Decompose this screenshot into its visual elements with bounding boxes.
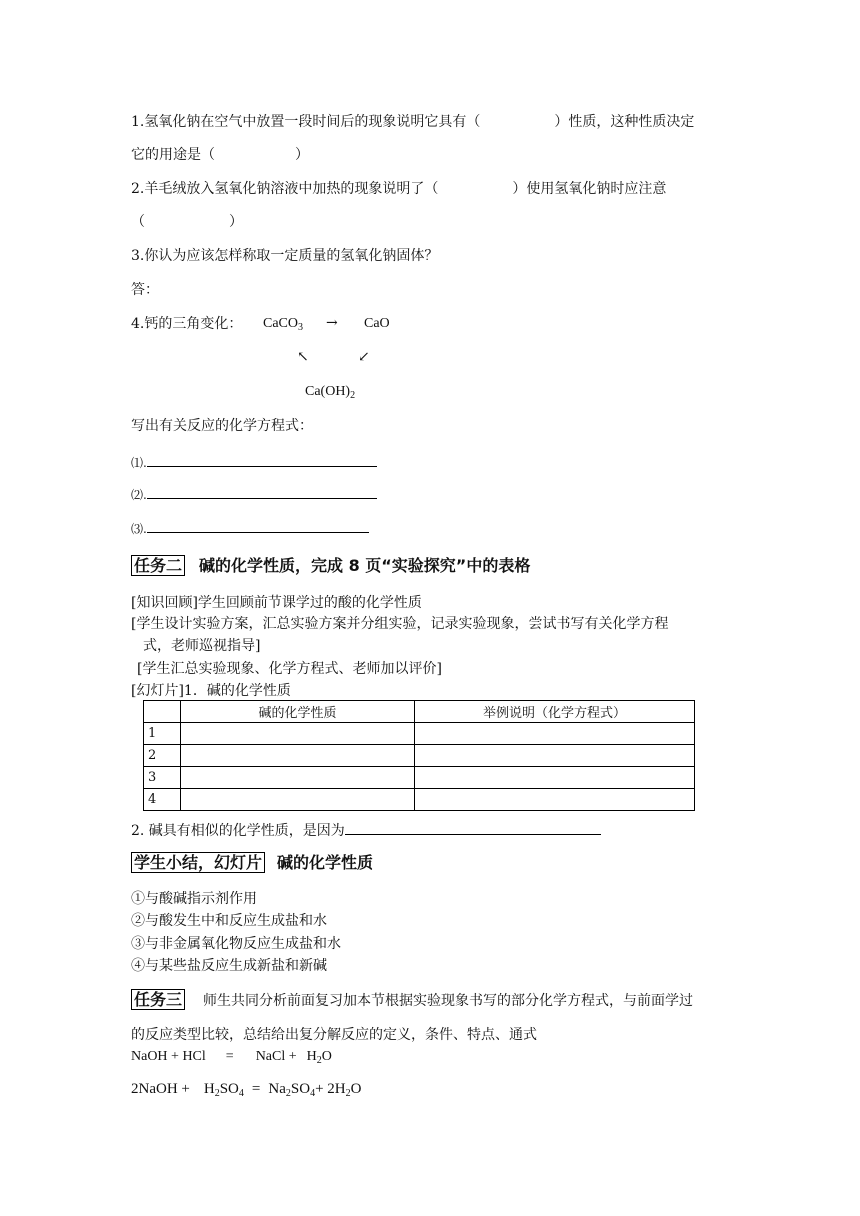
equation-naoh-h2so4: 2NaOH + $H_2SO_4 = Na_2SO_4+ 2H_2O$ xyxy=(131,1081,362,1099)
question-1-use-b: ） xyxy=(295,147,309,163)
equation-blank-3: ⑶. xyxy=(131,518,369,539)
question-2-line-1 xyxy=(131,179,666,199)
similar-properties-question: 2. 碱具有相似的化学性质，是因为 xyxy=(131,820,601,841)
equation-blank-1: ⑴. xyxy=(131,452,377,473)
task-2-summary-note: [学生汇总实验现象、化学方程式、老师加以评价] xyxy=(137,661,442,677)
question-1-text-b: ）性质，这种性质决定 xyxy=(554,114,695,130)
question-4-label: 4.钙的三角变化： xyxy=(131,316,243,332)
task-2-title: 碱的化学性质，完成 8 页“实验探究”中的表格 xyxy=(199,556,531,575)
question-3-text: 3.你认为应该怎样称取一定质量的氢氧化钠固体？ xyxy=(131,248,439,264)
summary-item: ③与非金属氧化物反应生成盐和水 xyxy=(131,936,341,952)
summary-item: ④与某些盐反应生成新盐和新碱 xyxy=(131,958,327,974)
question-1-line-2 xyxy=(131,145,309,165)
task-3-line-2: 的反应类型比较，总结给出复分解反应的定义，条件、特点、通式 xyxy=(131,1027,537,1043)
table-row: 3 xyxy=(144,767,695,789)
header-example: 举例说明（化学方程式） xyxy=(415,701,695,723)
arrow-up-left-icon: ↖ xyxy=(297,349,309,365)
formula-caoh2: $Ca(OH)_2$ xyxy=(305,384,356,401)
question-2-line-2 xyxy=(131,212,243,232)
summary-label: 学生小结，幻灯片 xyxy=(131,852,265,873)
slide-heading: [幻灯片]1．碱的化学性质 xyxy=(131,683,291,699)
question-1-line-1 xyxy=(131,112,694,132)
summary-title: 碱的化学性质 xyxy=(277,853,374,872)
table-row: 2 xyxy=(144,745,695,767)
question-2-note-a: （ xyxy=(131,214,145,230)
task-2-design-line-1: [学生设计实验方案，汇总实验方案并分组实验，记录实验现象，尝试书写有关化学方程 xyxy=(131,616,669,632)
task-2-heading xyxy=(131,556,530,577)
formula-caco3: CaCO$_3$ xyxy=(263,316,303,333)
summary-item: ②与酸发生中和反应生成盐和水 xyxy=(131,913,327,929)
write-equations-prompt: 写出有关反应的化学方程式： xyxy=(131,418,313,434)
summary-heading xyxy=(131,853,373,874)
question-2-note-b: ） xyxy=(229,214,243,230)
table-row: 4 xyxy=(144,789,695,811)
question-1-use-a: 它的用途是（ xyxy=(131,147,215,163)
equation-blank-2: ⑵. xyxy=(131,484,377,505)
question-2-text-b: ）使用氢氧化钠时应注意 xyxy=(512,181,667,197)
task-3-label: 任务三 xyxy=(131,989,185,1010)
task-2-review: [知识回顾]学生回顾前节课学过的酸的化学性质 xyxy=(131,595,422,611)
arrow-right-icon: → xyxy=(326,315,338,331)
task-3-line-1 xyxy=(131,990,693,1011)
table-header-row xyxy=(144,701,695,723)
task-3-text: 师生共同分析前面复习加本节根据实验现象书写的部分化学方程式，与前面学过 xyxy=(203,993,694,1009)
task-2-design-line-2: 式，老师巡视指导] xyxy=(143,638,261,654)
question-3-answer-label: 答： xyxy=(131,282,159,298)
header-property: 碱的化学性质 xyxy=(181,701,415,723)
base-properties-table xyxy=(143,700,695,811)
equation-naoh-hcl: NaOH + HCl = NaCl + $H_2O$ xyxy=(131,1049,332,1066)
question-1-text-a: 1.氢氧化钠在空气中放置一段时间后的现象说明它具有（ xyxy=(131,114,481,130)
arrow-down-left-icon: ↙ xyxy=(358,349,370,365)
question-2-text-a: 2.羊毛绒放入氢氧化钠溶液中加热的现象说明了（ xyxy=(131,181,439,197)
formula-cao: CaO xyxy=(364,316,390,331)
summary-item: ①与酸碱指示剂作用 xyxy=(131,891,257,907)
task-2-label: 任务二 xyxy=(131,555,185,576)
table-row: 1 xyxy=(144,723,695,745)
